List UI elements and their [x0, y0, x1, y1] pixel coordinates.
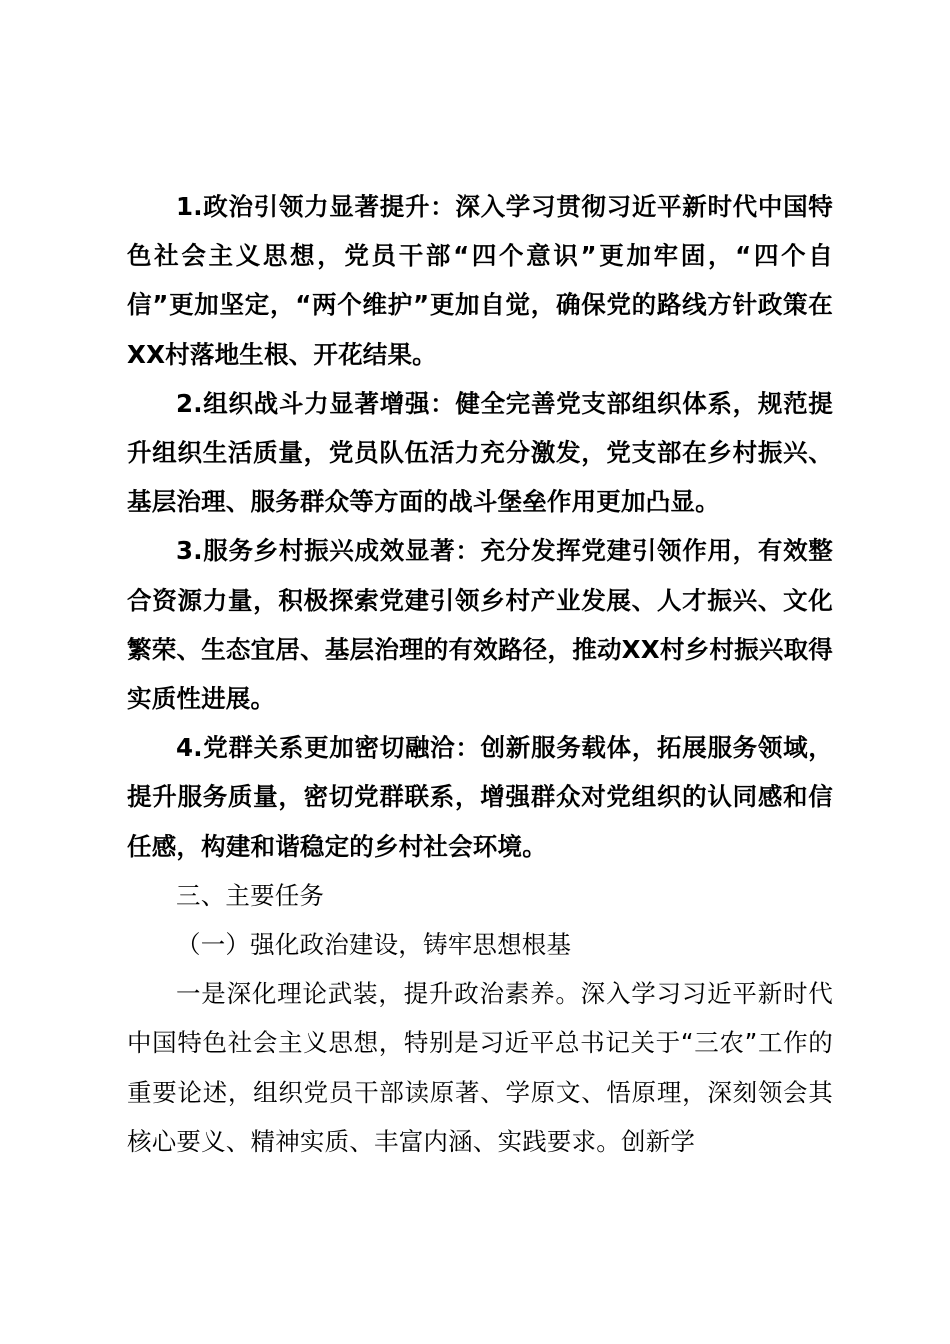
goal-text-3: 充分发挥党建引领作用，有效整合资源力量，积极探索党建引领乡村产业发展、人才振兴、文化繁荣、生态宜居、基层治理的有效路径，推动XX村乡村振兴取得实质性进展。	[127, 536, 833, 714]
body-paragraph: 一是深化理论武装，提升政治素养。深入学习习近平新时代中国特色社会主义思想，特别是习近平总书记关于“三农”工作的重要论述，组织党员干部读原著、学原文、悟原理，深刻领会其核心要义、精神实质、丰富内涵、实践要求。创新学	[127, 979, 833, 1156]
goal-heading-2: 2.组织战斗力显著增强：	[176, 388, 456, 418]
goal-paragraph-3	[127, 526, 833, 723]
goal-heading-3: 3.服务乡村振兴成效显著：	[176, 536, 481, 566]
goal-paragraph-2	[127, 379, 833, 527]
section-title: 三、主要任务	[176, 880, 325, 910]
document-body	[127, 182, 833, 1166]
goal-paragraph-1	[127, 182, 833, 379]
subsection-title: （一）强化政治建设，铸牢思想根基	[176, 930, 572, 960]
goal-text-4: 创新服务载体，拓展服务领域，提升服务质量，密切党群联系，增强群众对党组织的认同感和信任感，构建和谐稳定的乡村社会环境。	[127, 733, 833, 861]
goal-text-2: 健全完善党支部组织体系，规范提升组织生活质量，党员队伍活力充分激发，党支部在乡村振兴、基层治理、服务群众等方面的战斗堡垒作用更加凸显。	[127, 388, 833, 517]
goal-paragraph-4	[127, 723, 833, 871]
goal-heading-4: 4.党群关系更加密切融洽：	[176, 733, 481, 763]
goal-text-1: 深入学习贯彻习近平新时代中国特色社会主义思想，党员干部“四个意识”更加牢固，“四个自信”更加坚定，“两个维护”更加自觉，确保党的路线方针政策在XX村落地生根、开花结果。	[127, 192, 833, 369]
goal-heading-1: 1.政治引领力显著提升：	[176, 192, 456, 221]
